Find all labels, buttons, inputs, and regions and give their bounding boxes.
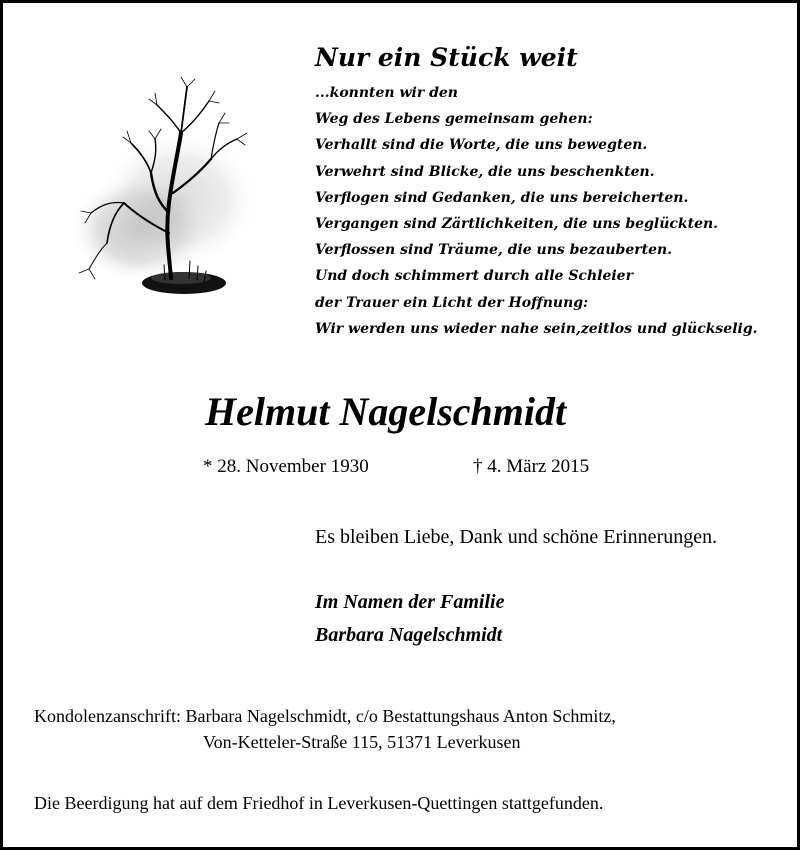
poem-line: Vergangen sind Zärtlichkeiten, die uns beglückten.	[315, 216, 719, 233]
tree-illustration	[69, 73, 269, 313]
poem-title: Nur ein Stück weit	[315, 43, 578, 72]
condolence-address: Kondolenzanschrift: Barbara Nagelschmidt, c/o Bestattungshaus Anton Schmitz,	[34, 706, 616, 726]
death-date: † 4. März 2015	[473, 456, 590, 477]
poem-line: Verflogen sind Gedanken, die uns bereicherten.	[315, 189, 689, 206]
remembrance-message: Es bleiben Liebe, Dank und schöne Erinnerungen.	[315, 526, 718, 548]
deceased-name: Helmut Nagelschmidt	[205, 389, 567, 434]
funeral-note: Die Beerdigung hat auf dem Friedhof in Leverkusen-Quettingen stattgefunden.	[34, 793, 604, 813]
poem-line: Verhallt sind die Worte, die uns bewegten.	[315, 137, 648, 154]
poem	[315, 43, 785, 342]
poem-line: Wir werden uns wieder nahe sein,zeitlos und glückselig.	[315, 320, 758, 337]
poem-line: Weg des Lebens gemeinsam gehen:	[315, 111, 593, 128]
poem-line: Und doch schimmert durch alle Schleier	[315, 268, 633, 285]
poem-line: Verwehrt sind Blicke, die uns beschenkten.	[315, 163, 655, 180]
poem-line: Verflossen sind Träume, die uns bezauberten.	[315, 242, 673, 259]
signature-name: Barbara Nagelschmidt	[315, 624, 503, 646]
poem-line: der Trauer ein Licht der Hoffnung:	[315, 294, 589, 311]
poem-line: ...konnten wir den	[315, 85, 458, 101]
signature-line: Im Namen der Familie	[315, 591, 505, 613]
condolence-address-street: Von-Ketteler-Straße 115, 51371 Leverkusen	[203, 732, 521, 752]
birth-date: * 28. November 1930	[203, 456, 369, 477]
